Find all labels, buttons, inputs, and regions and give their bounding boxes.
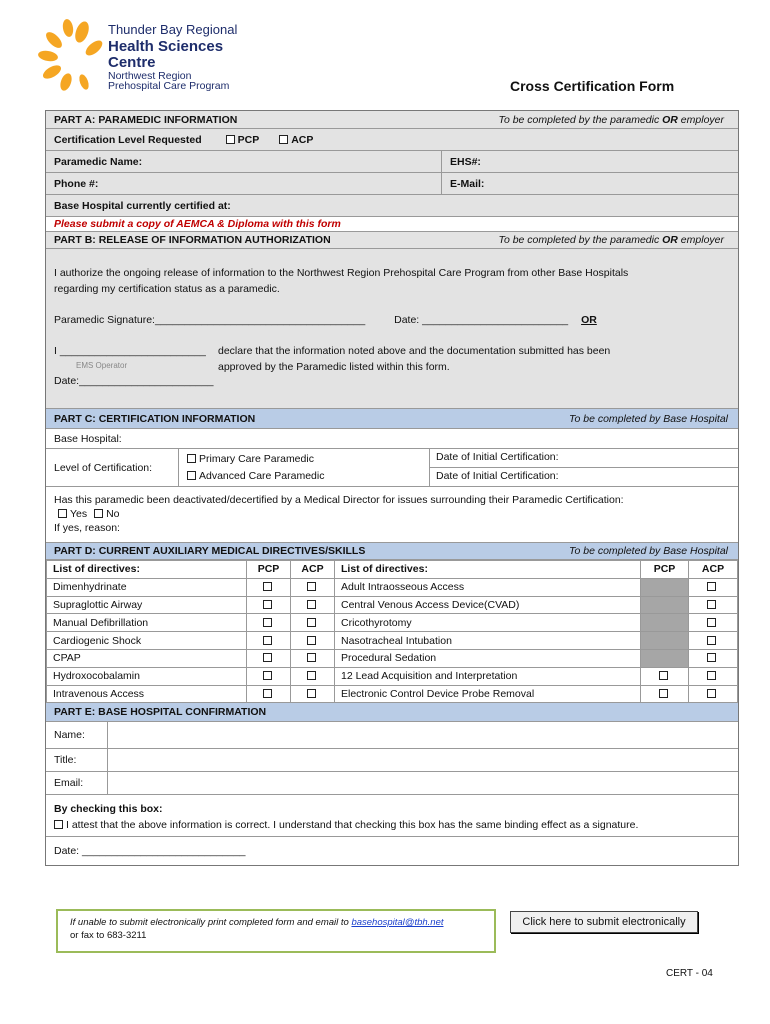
date-initial-advanced[interactable]: Date of Initial Certification: [436, 470, 559, 482]
aemca-note-row [46, 217, 738, 231]
pcp-checkbox[interactable] [226, 135, 235, 144]
signature-row [54, 312, 730, 328]
directive-checkbox[interactable] [263, 689, 272, 698]
directive-right: Adult Intraosseous Access [335, 578, 641, 596]
phone-email-row [46, 173, 738, 195]
submit-electronically-button[interactable]: Click here to submit electronically [510, 911, 698, 933]
table-row [47, 596, 738, 614]
advanced-care-checkbox[interactable] [187, 471, 196, 480]
attest-text: I attest that the above information is correct. I understand that checking this box has the same binding effect as a signature. [66, 819, 639, 832]
part-a-header [46, 111, 738, 129]
attest-block [46, 795, 738, 837]
page-title: Cross Certification Form [510, 78, 675, 94]
part-b-title: PART B: RELEASE OF INFORMATION AUTHORIZATION [54, 234, 331, 246]
level-label: Level of Certification: [46, 449, 179, 486]
directive-right: Procedural Sedation [335, 649, 641, 667]
directive-checkbox[interactable] [707, 689, 716, 698]
directive-checkbox[interactable] [307, 582, 316, 591]
acp-checkbox[interactable] [279, 135, 288, 144]
e-name-row [46, 722, 738, 749]
directive-checkbox[interactable] [659, 671, 668, 680]
cert-level-row [46, 129, 738, 151]
directive-right: Central Venous Access Device(CVAD) [335, 596, 641, 614]
shaded-cell [641, 649, 689, 667]
shaded-cell [641, 578, 689, 596]
part-b-body [46, 249, 738, 409]
part-b-who: To be completed by the paramedic OR employer [498, 234, 724, 246]
part-d-title: PART D: CURRENT AUXILIARY MEDICAL DIRECTIVES/SKILLS [54, 545, 366, 557]
shaded-cell [641, 614, 689, 632]
directive-left: CPAP [47, 649, 247, 667]
directive-checkbox[interactable] [307, 618, 316, 627]
phone-field[interactable] [46, 173, 442, 194]
directive-checkbox[interactable] [707, 636, 716, 645]
col-acp-right: ACP [689, 561, 738, 579]
sun-logo-icon [38, 18, 104, 94]
part-c-title: PART C: CERTIFICATION INFORMATION [54, 412, 256, 425]
fax-text: or fax to 683-3211 [70, 930, 147, 941]
shaded-cell [641, 596, 689, 614]
table-row [47, 632, 738, 650]
base-hospital-field[interactable] [46, 195, 738, 217]
directive-checkbox[interactable] [707, 618, 716, 627]
date-initial-primary[interactable]: Date of Initial Certification: [430, 449, 738, 468]
directive-checkbox[interactable] [263, 618, 272, 627]
part-b-header [46, 231, 738, 249]
directives-header-row [47, 561, 738, 579]
col-list-right: List of directives: [335, 561, 641, 579]
directive-checkbox[interactable] [307, 671, 316, 680]
e-email-label: Email: [46, 772, 108, 794]
directive-left: Supraglottic Airway [47, 596, 247, 614]
email-field[interactable] [442, 173, 492, 194]
attest-checkbox[interactable] [54, 820, 63, 829]
yes-option[interactable] [58, 508, 87, 520]
directive-left: Cardiogenic Shock [47, 632, 247, 650]
directive-checkbox[interactable] [707, 671, 716, 680]
part-c-who: To be completed by Base Hospital [569, 412, 728, 425]
declare-line1: declare that the information noted above and the documentation submitted has been [218, 345, 611, 357]
directive-right: 12 Lead Acquisition and Interpretation [335, 667, 641, 685]
ems-operator-field[interactable]: I _________________________ [54, 345, 206, 357]
yes-checkbox[interactable] [58, 509, 67, 518]
directives-table [46, 560, 738, 703]
declare-row [54, 343, 730, 375]
directive-left: Dimenhydrinate [47, 578, 247, 596]
table-row [47, 667, 738, 685]
e-title-input[interactable] [108, 749, 738, 771]
e-email-input[interactable] [108, 772, 738, 794]
e-title-label: Title: [46, 749, 108, 771]
part-e-header [46, 703, 738, 722]
e-email-row [46, 772, 738, 795]
deactivated-question: Has this paramedic been deactivated/decertified by a Medical Director for issues surrounding their Paramedic Certification: [54, 494, 624, 506]
attest-option[interactable] [54, 817, 730, 833]
by-checking-label: By checking this box: [54, 803, 163, 816]
signature-field[interactable]: Paramedic Signature:____________________________________ [54, 314, 366, 326]
ems-operator-label: EMS Operator [76, 361, 128, 370]
pcp-option-label: PCP [237, 133, 260, 146]
email-link[interactable]: basehospital@tbh.net [351, 917, 444, 928]
phone-label: Phone #: [54, 177, 99, 190]
auth-line1: I authorize the ongoing release of information to the Northwest Region Prehospital Care Program from other Base Hospitals [54, 267, 629, 279]
pcp-option[interactable] [226, 134, 260, 146]
ehs-label: EHS#: [450, 155, 481, 168]
primary-care-option[interactable] [187, 451, 421, 468]
directive-checkbox[interactable] [659, 689, 668, 698]
name-ehs-row [46, 151, 738, 173]
col-acp-left: ACP [291, 561, 335, 579]
ehs-field[interactable] [442, 151, 489, 172]
base-hospital-c-label: Base Hospital: [54, 432, 122, 445]
yes-label: Yes [70, 508, 88, 520]
directive-checkbox[interactable] [263, 582, 272, 591]
directive-right: Electronic Control Device Probe Removal [335, 685, 641, 703]
org-line1: Thunder Bay Regional [108, 22, 238, 37]
e-name-label: Name: [46, 722, 108, 748]
cross-certification-form [45, 110, 739, 866]
part-a-who: To be completed by the paramedic OR employer [498, 113, 724, 126]
or-label: OR [581, 314, 597, 326]
directive-left: Hydroxocobalamin [47, 667, 247, 685]
paramedic-name-label: Paramedic Name: [54, 155, 143, 168]
email-label: E-Mail: [450, 177, 485, 190]
directive-checkbox[interactable] [707, 653, 716, 662]
directive-checkbox[interactable] [307, 600, 316, 609]
part-d-header [46, 543, 738, 560]
cert-level-label: Certification Level Requested [54, 133, 202, 146]
directive-checkbox[interactable] [263, 671, 272, 680]
aemca-note: Please submit a copy of AEMCA & Diploma with this form [54, 218, 341, 230]
primary-care-label: Primary Care Paramedic [199, 453, 314, 465]
col-pcp-right: PCP [641, 561, 689, 579]
directive-checkbox[interactable] [707, 582, 716, 591]
col-pcp-left: PCP [247, 561, 291, 579]
part-a-title: PART A: PARAMEDIC INFORMATION [54, 113, 238, 126]
table-row [47, 614, 738, 632]
e-date-field[interactable] [46, 837, 738, 865]
no-checkbox[interactable] [94, 509, 103, 518]
paramedic-name-field[interactable] [46, 151, 442, 172]
table-row [47, 578, 738, 596]
directive-checkbox[interactable] [307, 689, 316, 698]
col-list-left: List of directives: [47, 561, 247, 579]
acp-option[interactable] [279, 134, 313, 146]
directive-checkbox[interactable] [263, 653, 272, 662]
directive-checkbox[interactable] [263, 600, 272, 609]
level-cert-row [46, 449, 738, 487]
e-name-input[interactable] [108, 722, 738, 748]
table-row [47, 649, 738, 667]
acp-option-label: ACP [291, 133, 314, 146]
no-label: No [106, 508, 120, 520]
directive-left: Manual Defibrillation [47, 614, 247, 632]
part-d-who: To be completed by Base Hospital [569, 545, 728, 557]
org-line3: Centre [108, 54, 156, 71]
shaded-cell [641, 632, 689, 650]
part-c-header [46, 409, 738, 429]
hospital-logo [38, 18, 258, 98]
deactivated-block [46, 487, 738, 543]
part-e-title: PART E: BASE HOSPITAL CONFIRMATION [54, 706, 267, 719]
no-option[interactable] [94, 508, 119, 520]
directive-checkbox[interactable] [307, 636, 316, 645]
table-row [47, 685, 738, 703]
directive-right: Cricothyrotomy [335, 614, 641, 632]
reason-field[interactable]: If yes, reason: [54, 522, 120, 534]
base-hospital-c-field[interactable] [46, 429, 738, 449]
directive-checkbox[interactable] [263, 636, 272, 645]
directive-checkbox[interactable] [307, 653, 316, 662]
advanced-care-option[interactable] [187, 468, 421, 485]
date2-field[interactable]: Date:_______________________ [54, 375, 214, 387]
e-date-label: Date: ____________________________ [54, 845, 246, 858]
e-title-row [46, 749, 738, 772]
date-field[interactable]: Date: _________________________ [394, 314, 569, 326]
org-line4: Northwest Region [108, 70, 192, 82]
base-hospital-label: Base Hospital currently certified at: [54, 199, 231, 212]
directive-checkbox[interactable] [707, 600, 716, 609]
advanced-care-label: Advanced Care Paramedic [199, 470, 325, 482]
note-text: If unable to submit electronically print completed form and email to [70, 917, 349, 928]
org-line5: Prehospital Care Program [108, 80, 230, 92]
declare-line2: approved by the Paramedic listed within this form. [218, 361, 450, 373]
auth-line2: regarding my certification status as a paramedic. [54, 283, 280, 295]
org-line2: Health Sciences [108, 38, 224, 55]
directive-left: Intravenous Access [47, 685, 247, 703]
submission-note [56, 909, 496, 953]
directive-right: Nasotracheal Intubation [335, 632, 641, 650]
cert-code: CERT - 04 [666, 968, 713, 979]
primary-care-checkbox[interactable] [187, 454, 196, 463]
